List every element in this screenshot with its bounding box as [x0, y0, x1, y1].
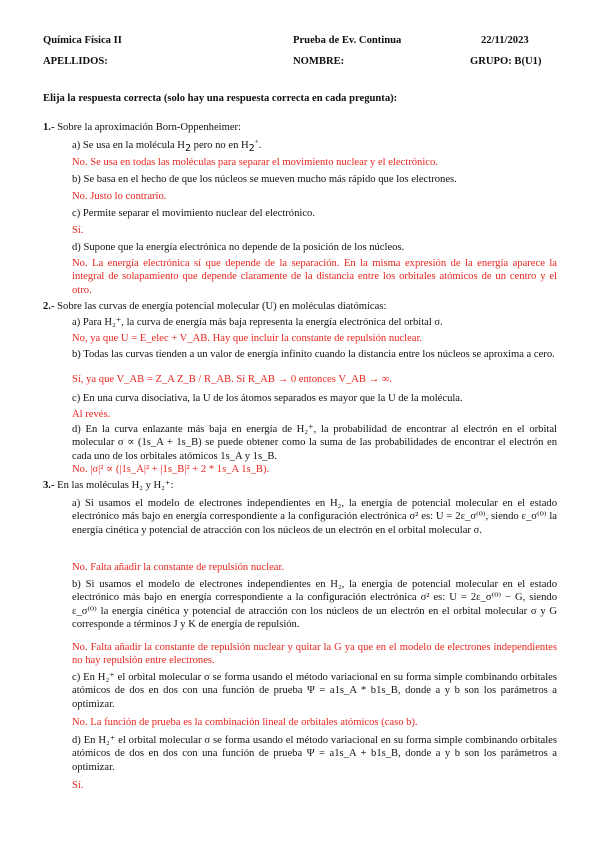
q2-answer-a: No, ya que U = E_elec + V_AB. Hay que incluir la constante de repulsión nuclear. [72, 333, 423, 344]
q1-option-d: d) Supone que la energía electrónica no depende de la posición de los núcleos. [72, 242, 405, 253]
q1-option-c: c) Permite separar el movimiento nuclear del electrónico. [72, 208, 315, 219]
course-title: Química Física II [43, 35, 122, 46]
q1-answer-c: Sí. [72, 225, 84, 236]
exam-date: 22/11/2023 [481, 35, 529, 46]
q1-option-b: b) Se basa en el hecho de que los núcleos se mueven mucho más rápido que los electrones. [72, 174, 457, 185]
q2-option-a: a) Para H₂⁺, la curva de energía más baja representa la energía electrónica del orbital σ. [72, 317, 443, 328]
q1-option-a: a) Se usa en la molécula $H_2$ pero no en $H_2^+$. [72, 137, 262, 155]
name-label: NOMBRE: [293, 56, 345, 67]
q3-option-d: d) En H₂⁺ el orbital molecular σ se forma usando el método variacional en su forma simple combinando orbitales atómicos de dos en dos con una función de prueba Ψ = a1s_A + b1s_B, donde a y b son los parámetros a optimizar. [72, 735, 557, 773]
q2-answer-c: Al revés. [72, 409, 111, 420]
question-1-stem: 1.- Sobre la aproximación Born-Oppenheimer: [43, 122, 242, 133]
surnames-label: APELLIDOS: [43, 56, 108, 67]
group-label: GRUPO: B(U1) [470, 56, 542, 67]
q3-answer-c: No. La función de prueba es la combinación lineal de orbitales atómicos (caso b). [72, 717, 418, 728]
q3-answer-d: Sí. [72, 780, 84, 791]
q3-answer-b: No. Falta añadir la constante de repulsión nuclear y quitar la G ya que en el modelo de electrones independientes no hay repulsión entre electrones. [72, 642, 557, 667]
q1-answer-d: No. La energía electrónica sí que depende de la separación. En la misma expresión de la energía aparece la integral de solapamiento que depende claramente de la distancia entre los orbitales atómicos de un centro y el otro. [72, 258, 557, 296]
question-2-stem: 2.- Sobre las curvas de energía potencial molecular (U) en moléculas diatómicas: [43, 301, 387, 312]
q1-answer-a: No. Se usa en todas las moléculas para separar el movimiento nuclear y el electrónico. [72, 157, 438, 168]
exam-title: Prueba de Ev. Continua [293, 35, 402, 46]
q2-option-d: d) En la curva enlazante más baja en energía de H₂⁺, la probabilidad de encontrar al electrón en el orbital molecular σ ∝ (1s_A + 1s_B) se puede obtener como la suma de las probabilidades de encontrar el electrón en cada uno de los orbitales atómicos 1s_A y 1s_B. [72, 424, 557, 462]
q1-answer-b: No. Justo lo contrario. [72, 191, 167, 202]
q2-option-b: b) Todas las curvas tienden a un valor de energía infinito cuando la distancia entre los núcleos se aproxima a cero. [72, 349, 555, 360]
q3-option-b: b) Si usamos el modelo de electrones independientes en H₂, la energía de potencial molecular en el estado electrónico más bajo en energía correspondiente a la configuración electrónica σ² es: U = 2ε_σ⁽⁰⁾ − G, siendo ε_σ⁽⁰⁾ la energía cinética y potencial de atracción con los núcleos de un electrón en el orbital molecular σ y G corresponde a términos J y K de energía de repulsión. [72, 579, 557, 630]
q3-answer-a: No. Falta añadir la constante de repulsión nuclear. [72, 562, 285, 573]
q3-option-c: c) En H₂⁺ el orbital molecular σ se forma usando el método variacional en su forma simple combinando orbitales atómicos de dos en dos con una función de prueba Ψ = a1s_A * b1s_B, donde a y b son los parámetros a optimizar. [72, 672, 557, 710]
question-3-stem: 3.- En las moléculas H₂ y H₂⁺: [43, 480, 174, 491]
q3-option-a: a) Si usamos el modelo de electrones independientes en H₂, la energía de potencial molecular en el estado electrónico más bajo en energía correspondiente a la configuración electrónica σ² es: U = 2ε_σ⁽⁰⁾, siendo ε_σ⁽⁰⁾ la energía cinética y potencial de atracción con los núcleos de un electrón en el orbital molecular σ. [72, 498, 557, 536]
q2-answer-b: Sí, ya que V_AB = Z_A Z_B / R_AB. Si R_AB → 0 entonces V_AB → ∞. [72, 374, 393, 385]
instructions: Elija la respuesta correcta (solo hay una respuesta correcta en cada pregunta): [43, 93, 398, 104]
q2-answer-d: No. |σ|² ∝ (|1s_A|² + |1s_B|² + 2 * 1s_A 1s_B). [72, 464, 270, 475]
q2-option-c: c) En una curva disociativa, la U de los átomos separados es mayor que la U de la molécula. [72, 393, 463, 404]
